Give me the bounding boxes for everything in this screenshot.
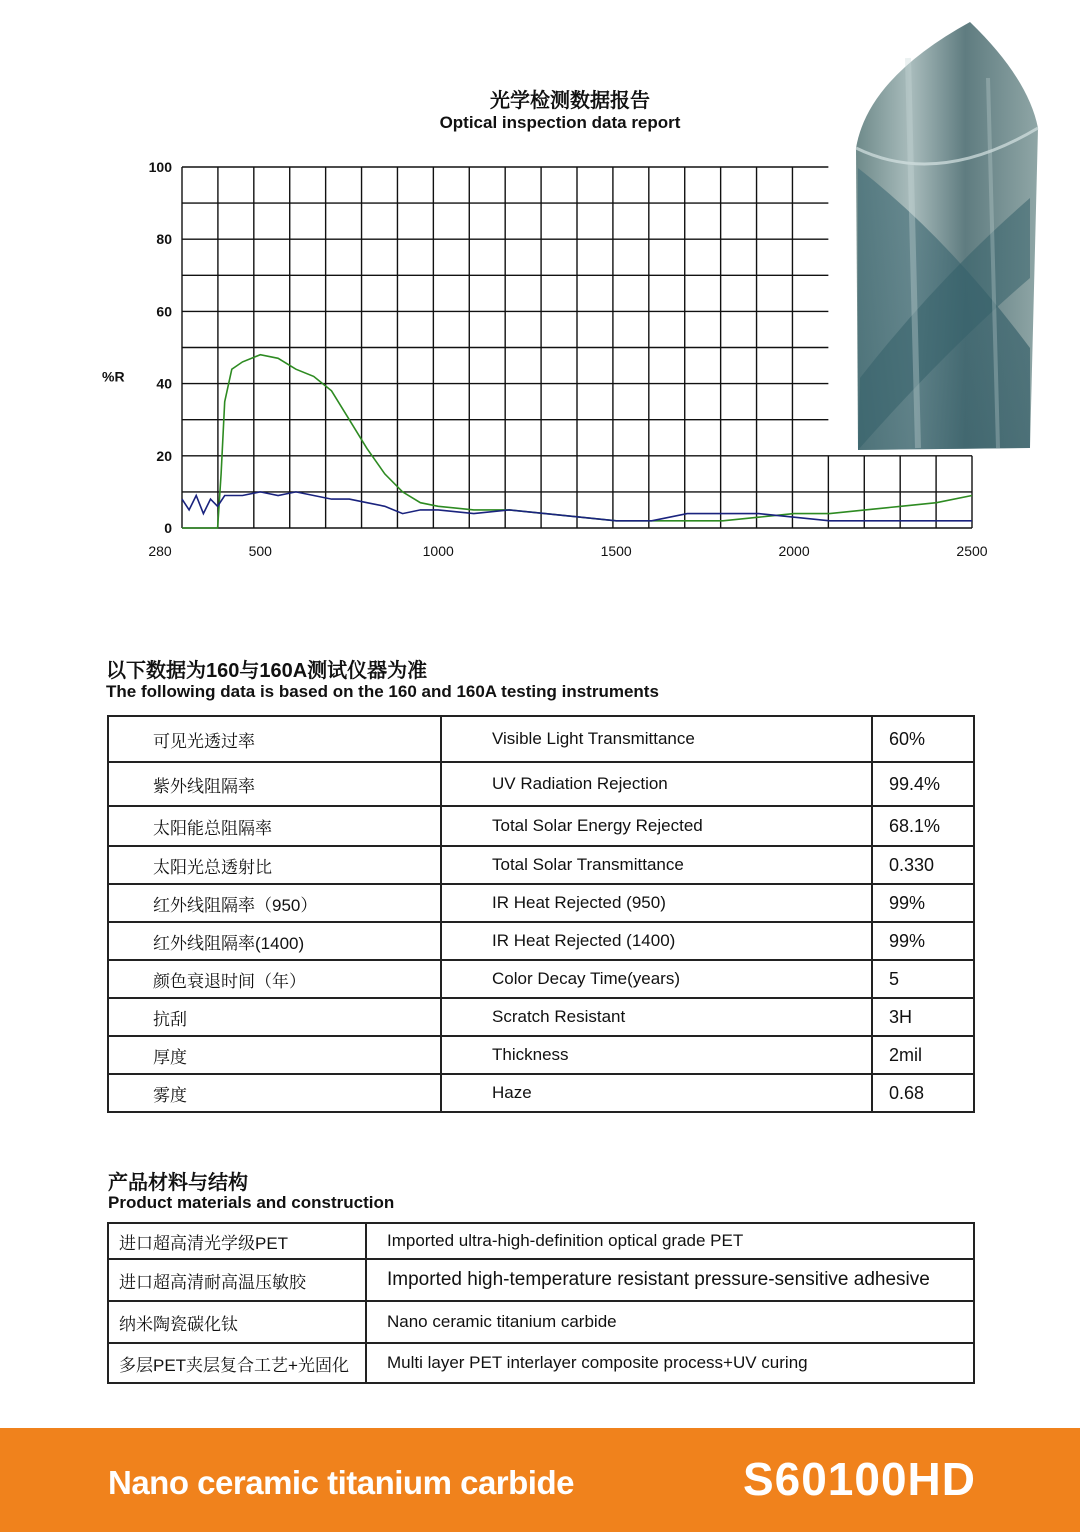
property-value: 3H: [872, 998, 974, 1036]
performance-row: [108, 1074, 974, 1112]
performance-row: [108, 846, 974, 884]
property-value: 2mil: [872, 1036, 974, 1074]
property-en: UV Radiation Rejection: [441, 762, 872, 806]
material-cn: 多层PET夹层复合工艺+光固化: [108, 1343, 366, 1383]
reflectance-chart: [90, 150, 990, 570]
property-cn: 厚度: [108, 1036, 441, 1074]
property-cn: 雾度: [108, 1074, 441, 1112]
performance-heading-en: The following data is based on the 160 and 160A testing instruments: [106, 682, 659, 701]
performance-row: [108, 922, 974, 960]
material-en: Nano ceramic titanium carbide: [366, 1301, 974, 1343]
property-en: Thickness: [441, 1036, 872, 1074]
performance-row: [108, 716, 974, 762]
material-row: [108, 1301, 974, 1343]
y-axis-label: %R: [102, 368, 125, 385]
property-cn: 红外线阻隔率(1400): [108, 922, 441, 960]
property-cn: 可见光透过率: [108, 716, 441, 762]
property-value: 99%: [872, 884, 974, 922]
model-number: S60100HD: [742, 1453, 976, 1505]
chart-title-en: Optical inspection data report: [439, 113, 681, 132]
material-en: Multi layer PET interlayer composite process+UV curing: [366, 1343, 974, 1383]
performance-row: [108, 762, 974, 806]
property-en: Total Solar Energy Rejected: [441, 806, 872, 846]
performance-row: [108, 998, 974, 1036]
material-row: [108, 1343, 974, 1383]
property-cn: 红外线阻隔率（950）: [108, 884, 441, 922]
y-tick-label: 100: [148, 159, 172, 175]
property-value: 99.4%: [872, 762, 974, 806]
y-tick-label: 80: [156, 231, 172, 248]
material-cn: 纳米陶瓷碳化钛: [108, 1301, 366, 1343]
x-tick-label: 280: [148, 543, 172, 559]
x-tick-label: 2000: [778, 543, 810, 559]
property-cn: 抗刮: [108, 998, 441, 1036]
materials-heading-en: Product materials and construction: [108, 1193, 395, 1212]
material-cn: 进口超高清光学级PET: [108, 1223, 366, 1259]
material-row: [108, 1259, 974, 1301]
property-cn: 颜色衰退时间（年）: [108, 960, 441, 998]
chart-title-cn: 光学检测数据报告: [490, 90, 650, 112]
property-value: 0.330: [872, 846, 974, 884]
property-value: 60%: [872, 716, 974, 762]
materials-table: [107, 1222, 975, 1384]
materials-heading-cn: 产品材料与结构: [108, 1172, 248, 1194]
y-tick-label: 40: [156, 375, 172, 392]
x-tick-label: 1000: [422, 543, 454, 559]
property-cn: 太阳光总透射比: [108, 846, 441, 884]
chart-grid: [182, 167, 972, 528]
material-en: Imported high-temperature resistant pressure-sensitive adhesive: [366, 1259, 974, 1301]
material-row: [108, 1223, 974, 1259]
x-tick-label: 2500: [956, 543, 988, 559]
y-tick-label: 0: [164, 520, 172, 536]
property-value: 0.68: [872, 1074, 974, 1112]
y-tick-label: 60: [156, 303, 172, 320]
performance-table: [107, 715, 975, 1113]
property-en: Visible Light Transmittance: [441, 716, 872, 762]
y-tick-label: 20: [156, 447, 172, 464]
performance-row: [108, 884, 974, 922]
property-cn: 紫外线阻隔率: [108, 762, 441, 806]
property-value: 5: [872, 960, 974, 998]
performance-row: [108, 960, 974, 998]
performance-heading-cn: 以下数据为160与160A测试仪器为准: [106, 660, 428, 682]
x-tick-label: 500: [248, 543, 272, 559]
property-en: IR Heat Rejected (1400): [441, 922, 872, 960]
chart-ticks: [102, 159, 988, 559]
property-en: Color Decay Time(years): [441, 960, 872, 998]
property-en: Haze: [441, 1074, 872, 1112]
x-tick-label: 1500: [600, 543, 632, 559]
property-en: Total Solar Transmittance: [441, 846, 872, 884]
material-en: Imported ultra-high-definition optical grade PET: [366, 1223, 974, 1259]
property-cn: 太阳能总阻隔率: [108, 806, 441, 846]
property-value: 68.1%: [872, 806, 974, 846]
footer-tagline: Nano ceramic titanium carbide: [108, 1464, 574, 1501]
material-cn: 进口超高清耐高温压敏胶: [108, 1259, 366, 1301]
property-en: IR Heat Rejected (950): [441, 884, 872, 922]
property-en: Scratch Resistant: [441, 998, 872, 1036]
property-value: 99%: [872, 922, 974, 960]
performance-row: [108, 806, 974, 846]
footer-banner: [0, 1428, 1080, 1532]
performance-row: [108, 1036, 974, 1074]
